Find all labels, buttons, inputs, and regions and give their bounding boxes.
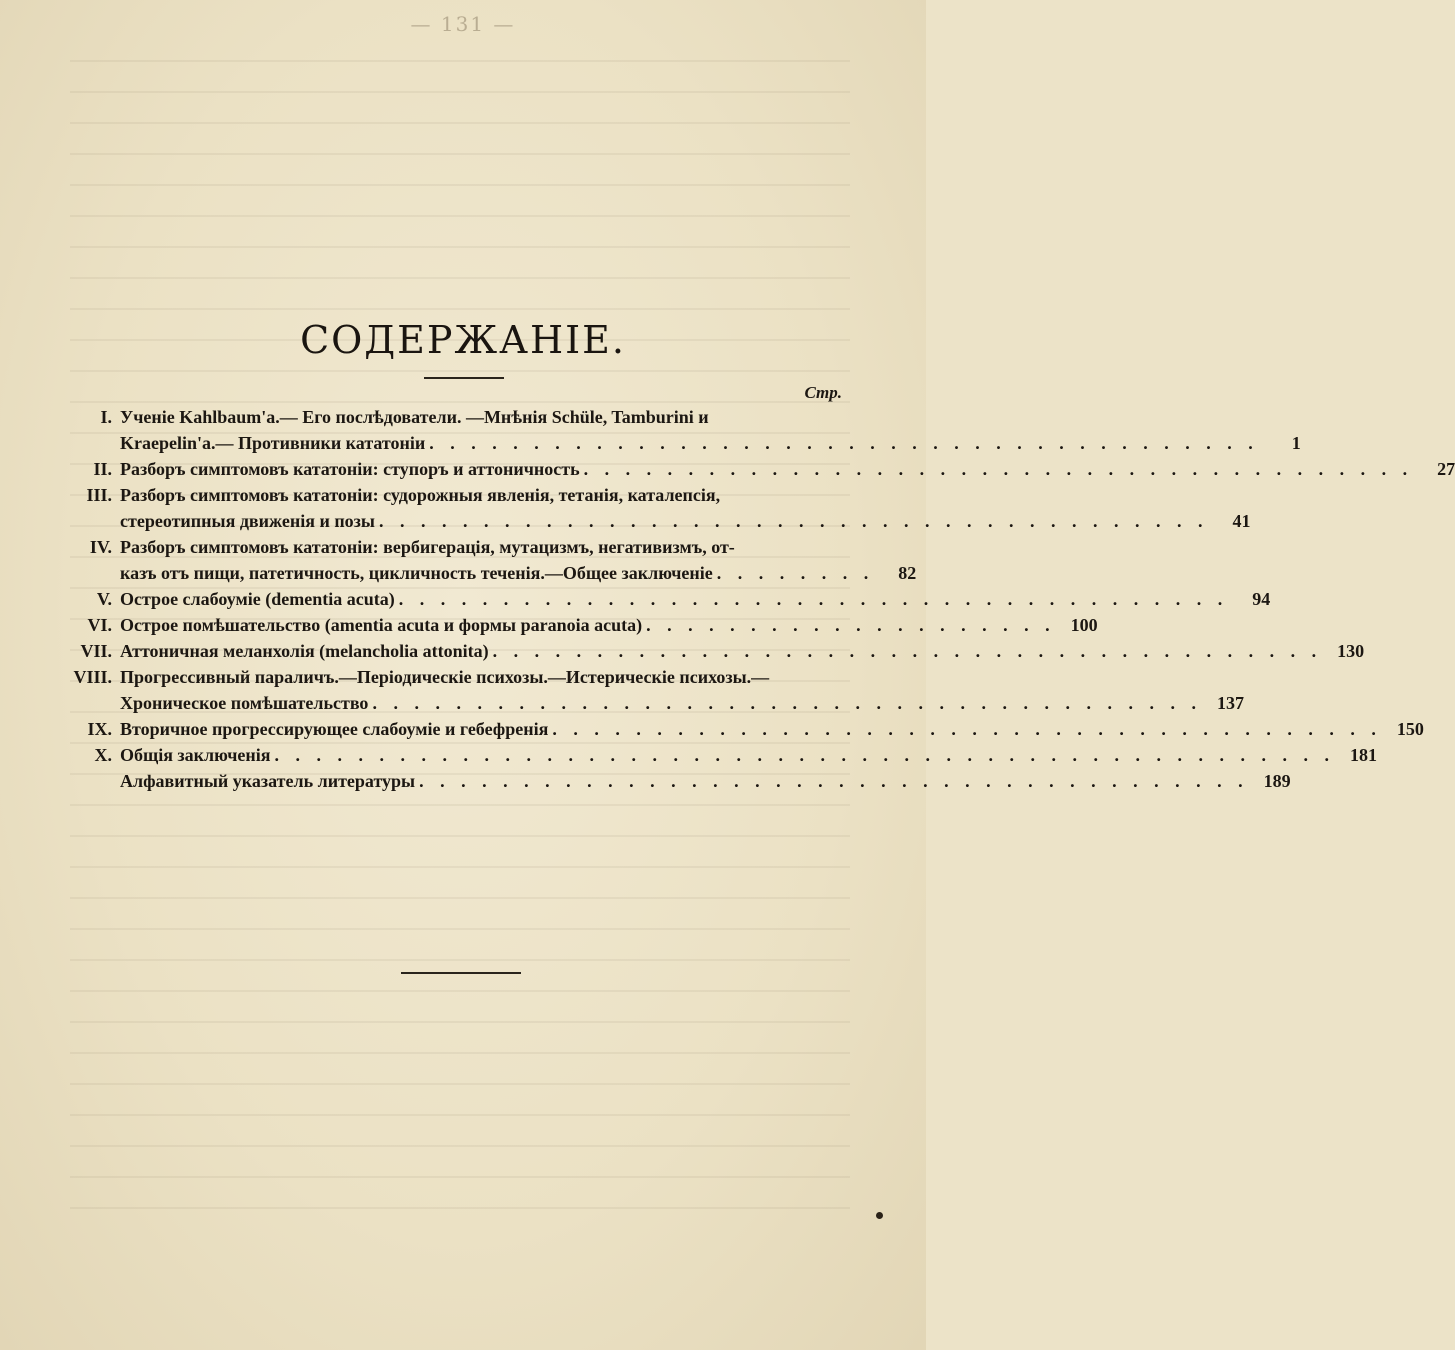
entry-text: Острое помѣшательство (amentia acuta и формы paranoia acuta) [120, 615, 643, 635]
toc-entry [60, 716, 1424, 742]
chapter-number: IV. [89, 537, 112, 557]
chapter-number: II. [93, 459, 112, 479]
entry-text: Хроническое помѣшательство [120, 693, 369, 713]
entry-page: 41 [1232, 511, 1251, 531]
entry-line [120, 508, 1251, 534]
toc-entry [60, 534, 917, 586]
leader-dots: . . . . . . . . . . . . . . . . . . . . . . . . . . . . . . . . . . . . . . . . [378, 511, 1209, 531]
entry-text: Аттоничная меланхолія (melancholia attonita) [120, 641, 489, 661]
entry-line [120, 768, 1291, 794]
entry-page: 27 [1437, 459, 1455, 479]
entry-line [120, 742, 1377, 768]
entry-page: 150 [1396, 719, 1424, 739]
entry-line: Прогрессивный параличъ.—Періодическіе психозы.—Истерическіе психозы.— [120, 667, 770, 687]
entry-text: Разборъ симптомовъ кататоніи: ступоръ и аттоничность [120, 459, 580, 479]
entry-line [120, 612, 1098, 638]
closing-divider [401, 972, 521, 974]
toc-entry [60, 586, 1271, 612]
chapter-number: VI. [87, 615, 112, 635]
title-divider [424, 377, 504, 379]
ink-spot [876, 1212, 883, 1219]
entry-line [120, 430, 1301, 456]
toc-entry [60, 638, 1365, 664]
entry-page: 181 [1349, 745, 1377, 765]
toc-entry [60, 664, 1244, 716]
entry-page: 82 [898, 563, 917, 583]
leader-dots: . . . . . . . . . . . . . . . . . . . . . . . . . . . . . . . . . . . . . . . . [583, 459, 1414, 479]
chapter-number: V. [96, 589, 112, 609]
leader-dots: . . . . . . . . . . . . . . . . . . . . . . . . . . . . . . . . . . . . . . . . [419, 771, 1249, 791]
toc-entry [60, 482, 1251, 534]
page-number: — 131 — [410, 12, 516, 36]
entry-line [120, 586, 1271, 612]
entry-text: Алфавитный указатель литературы [120, 771, 416, 791]
entry-line: Ученіе Kahlbaum'а.— Его послѣдователи. —Мнѣнія Schüle, Tamburini и [120, 407, 709, 427]
entry-text: казъ отъ пищи, патетичность, цикличность теченія.—Общее заключеніе [120, 563, 713, 583]
entry-text: Вторичное прогрессирующее слабоуміе и гебефренія [120, 719, 549, 739]
entry-text: Острое слабоуміе (dementia acuta) [120, 589, 395, 609]
table-of-contents [60, 404, 1455, 794]
entry-line [120, 716, 1424, 742]
entry-page: 94 [1252, 589, 1271, 609]
entry-page: 130 [1337, 641, 1365, 661]
toc-entry [60, 742, 1377, 768]
toc-entry [60, 612, 1098, 638]
page-column-label: Стр. [804, 383, 842, 402]
entry-text: стереотипныя движенія и позы [120, 511, 375, 531]
entry-page: 189 [1263, 771, 1291, 791]
chapter-number: I. [100, 407, 112, 427]
chapter-number: VII. [80, 641, 112, 661]
entry-text: Kraepelin'а.— Противники кататоніи [120, 433, 426, 453]
entry-line: Разборъ симптомовъ кататоніи: вербигерація, мутацизмъ, негативизмъ, от- [120, 537, 735, 557]
entry-page: 137 [1216, 693, 1244, 713]
leader-dots: . . . . . . . . [716, 563, 875, 583]
leader-dots: . . . . . . . . . . . . . . . . . . . . . . . . . . . . . . . . . . . . . . . . . . . . . . . . . . . [274, 745, 1335, 765]
entry-line [120, 690, 1244, 716]
entry-line: Разборъ симптомовъ кататоніи: судорожныя явленія, тетанія, каталепсія, [120, 485, 721, 505]
chapter-number: VIII. [73, 667, 112, 687]
leader-dots: . . . . . . . . . . . . . . . . . . . . . . . . . . . . . . . . . . . . . . . . [398, 589, 1229, 609]
toc-entry [60, 768, 1291, 794]
toc-entry [60, 404, 1301, 456]
entry-line [120, 560, 917, 586]
leader-dots: . . . . . . . . . . . . . . . . . . . . . . . . . . . . . . . . . . . . . . . . [492, 641, 1323, 661]
leader-dots: . . . . . . . . . . . . . . . . . . . . . . . . . . . . . . . . . . . . . . . . [429, 433, 1259, 453]
leader-dots: . . . . . . . . . . . . . . . . . . . . . . . . . . . . . . . . . . . . . . . . [552, 719, 1382, 739]
leader-dots: . . . . . . . . . . . . . . . . . . . . [646, 615, 1056, 635]
chapter-number: X. [94, 745, 112, 765]
leader-dots: . . . . . . . . . . . . . . . . . . . . . . . . . . . . . . . . . . . . . . . . [372, 693, 1202, 713]
entry-line [120, 638, 1365, 664]
chapter-number: IX. [87, 719, 112, 739]
entry-page: 100 [1070, 615, 1098, 635]
entry-page: 1 [1291, 433, 1301, 453]
page-title: СОДЕРЖАНІЕ. [300, 318, 626, 362]
toc-entry [60, 456, 1455, 482]
chapter-number: III. [86, 485, 112, 505]
entry-text: Общія заключенія [120, 745, 271, 765]
entry-line [120, 456, 1455, 482]
